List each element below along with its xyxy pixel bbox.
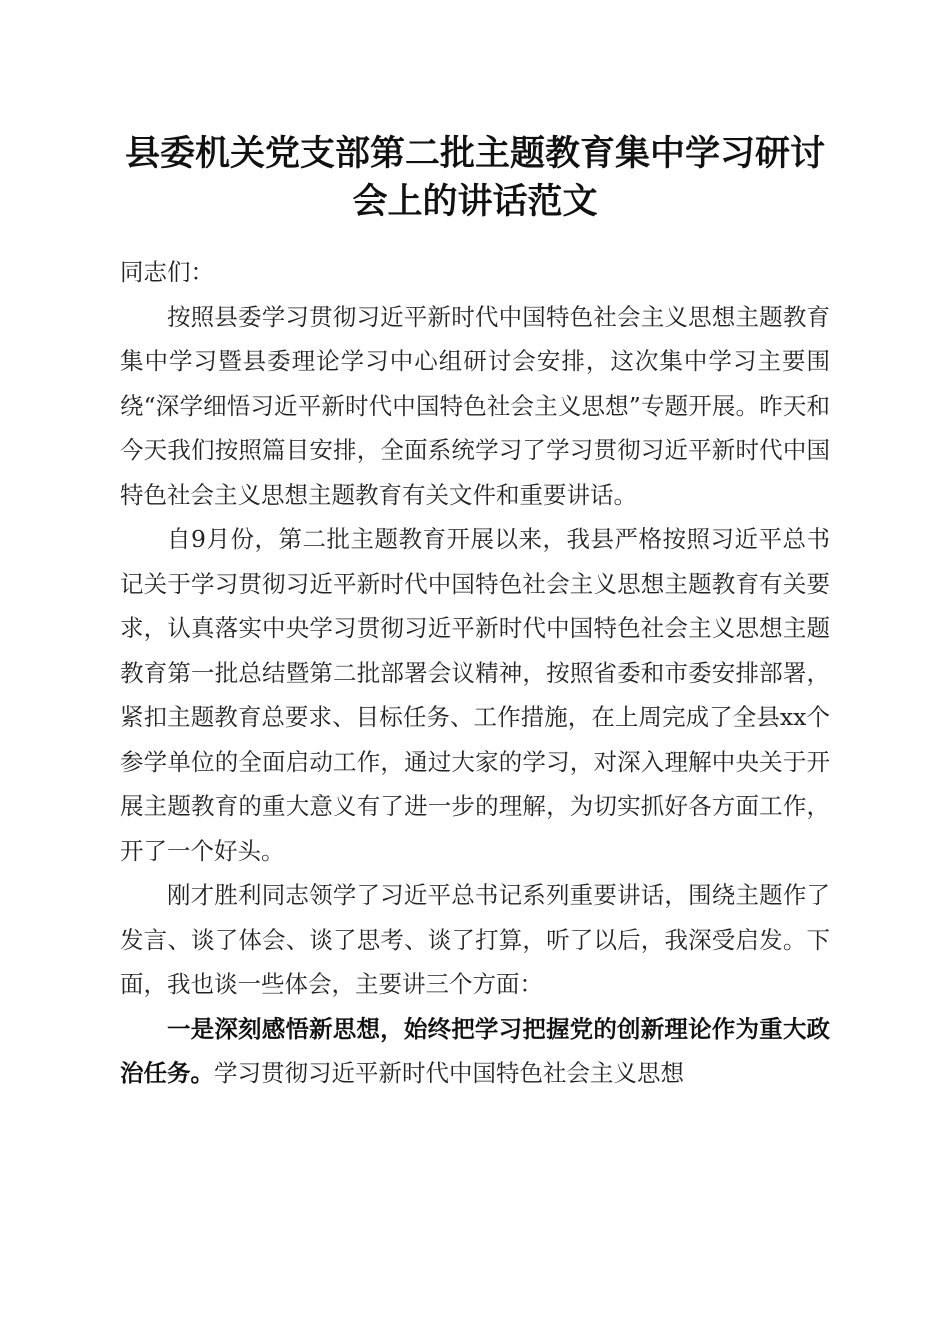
paragraph-3: 刚才胜利同志领学了习近平总书记系列重要讲话，围绕主题作了发言、谈了体会、谈了思考、谈了打算，听了以后，我深受启发。下面，我也谈一些体会，主要讲三个方面： bbox=[120, 881, 830, 998]
paragraph-4 bbox=[120, 1007, 830, 1096]
document-body bbox=[120, 250, 830, 1096]
paragraph-4-heading: 一是深刻感悟新思想，始终把学习把握党的创新理论作为重大政治任务。 bbox=[120, 1014, 830, 1087]
title-line-1: 县委机关党支部第二批主题教育集中学习研讨 bbox=[124, 133, 825, 174]
document-title bbox=[100, 130, 850, 226]
paragraph-2: 自9月份，第二批主题教育开展以来，我县严格按照习近平总书记关于学习贯彻习近平新时代中国特色社会主义思想主题教育有关要求，认真落实中央学习贯彻习近平新时代中国特色社会主义思想主题教育第一批总结暨第二批部署会议精神，按照省委和市委安排部署，紧扣主题教育总要求、目标任务、工作措施，在上周完成了全县xx个参学单位的全面启动工作，通过大家的学习，对深入理解中央关于开展主题教育的重大意义有了进一步的理解，为切实抓好各方面工作，开了一个好头。 bbox=[120, 525, 830, 865]
paragraph-1: 按照县委学习贯彻习近平新时代中国特色社会主义思想主题教育集中学习暨县委理论学习中心组研讨会安排，这次集中学习主要围绕“深学细悟习近平新时代中国特色社会主义思想”专题开展。昨天和今天我们按照篇目安排，全面系统学习了学习贯彻习近平新时代中国特色社会主义思想主题教育有关文件和重要讲话。 bbox=[120, 302, 830, 509]
paragraph-4-text: 学习贯彻习近平新时代中国特色社会主义思想 bbox=[214, 1059, 684, 1087]
title-line-2: 会上的讲话范文 bbox=[352, 181, 598, 222]
salutation: 同志们： bbox=[120, 258, 214, 286]
